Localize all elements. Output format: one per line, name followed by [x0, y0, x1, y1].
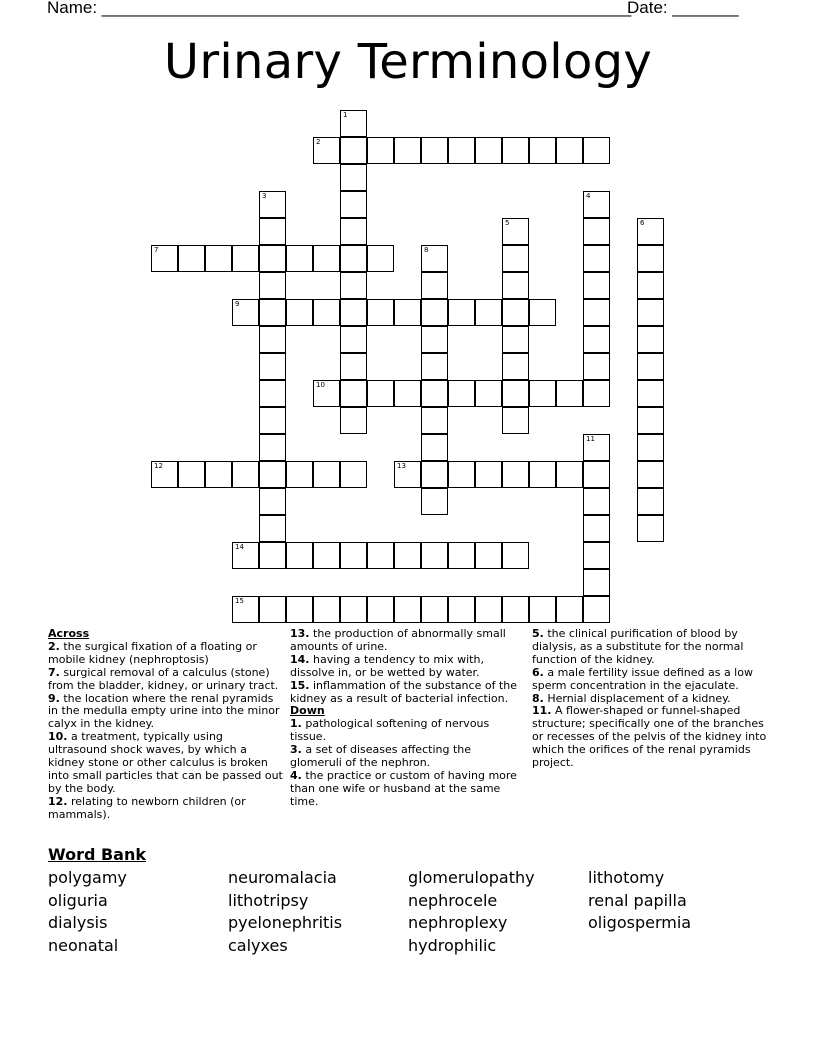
- crossword-cell[interactable]: [259, 326, 286, 353]
- crossword-cell[interactable]: [475, 299, 502, 326]
- crossword-cell[interactable]: [583, 218, 610, 245]
- crossword-cell[interactable]: [286, 245, 313, 272]
- crossword-cell[interactable]: [637, 434, 664, 461]
- clue-number: 5: [505, 219, 510, 227]
- crossword-cell[interactable]: [340, 596, 367, 623]
- clue-across-10: 10. a treatment, typically using ultrasound shock waves, by which a kidney stone or other calculus is broken into small particles that can be passed out by the body.: [48, 730, 283, 795]
- clue-across-12: 12. relating to newborn children (or mammals).: [48, 794, 246, 821]
- crossword-cell[interactable]: [259, 272, 286, 299]
- word-bank-item: oligospermia: [588, 913, 692, 932]
- crossword-cell[interactable]: [178, 461, 205, 488]
- clue-number: 8: [424, 246, 429, 254]
- crossword-cell[interactable]: [421, 137, 448, 164]
- word-bank-item: pyelonephritis: [228, 913, 343, 932]
- crossword-cell[interactable]: [502, 353, 529, 380]
- crossword-cell[interactable]: [340, 110, 367, 137]
- crossword-cell[interactable]: [421, 299, 448, 326]
- name-field-line: Name: ________________________________________________________: [47, 0, 632, 17]
- crossword-cell[interactable]: [583, 461, 610, 488]
- crossword-cell[interactable]: [232, 596, 259, 623]
- crossword-cell[interactable]: [502, 407, 529, 434]
- page-title: Urinary Terminology: [163, 34, 653, 90]
- crossword-cell[interactable]: [421, 353, 448, 380]
- crossword-cell[interactable]: [502, 137, 529, 164]
- crossword-cell[interactable]: [421, 272, 448, 299]
- crossword-cell[interactable]: [583, 380, 610, 407]
- crossword-cell[interactable]: [313, 299, 340, 326]
- crossword-cell[interactable]: [583, 272, 610, 299]
- clue-number: 13: [397, 462, 406, 470]
- crossword-cell[interactable]: [583, 299, 610, 326]
- clue-across-7: 7. surgical removal of a calculus (stone) from the bladder, kidney, or urinary tract.: [48, 665, 279, 692]
- crossword-cell[interactable]: [259, 380, 286, 407]
- crossword-cell[interactable]: [529, 299, 556, 326]
- clue-number: 3: [262, 192, 267, 200]
- down-heading: Down: [290, 704, 325, 718]
- crossword-cell[interactable]: [502, 380, 529, 407]
- crossword-cell[interactable]: [340, 245, 367, 272]
- crossword-cell[interactable]: [421, 245, 448, 272]
- crossword-cell[interactable]: [556, 380, 583, 407]
- crossword-cell[interactable]: [448, 137, 475, 164]
- word-bank-item: renal papilla: [588, 891, 687, 910]
- crossword-cell[interactable]: [259, 299, 286, 326]
- crossword-cell[interactable]: [340, 542, 367, 569]
- crossword-cell[interactable]: [583, 596, 610, 623]
- crossword-cell[interactable]: [394, 542, 421, 569]
- crossword-cell[interactable]: [340, 191, 367, 218]
- crossword-cell[interactable]: [340, 218, 367, 245]
- crossword-cell[interactable]: [232, 461, 259, 488]
- crossword-cell[interactable]: [367, 245, 394, 272]
- crossword-cell[interactable]: [394, 596, 421, 623]
- crossword-cell[interactable]: [259, 218, 286, 245]
- clue-number: 7: [154, 246, 159, 254]
- clue-down-3: 3. a set of diseases affecting the glomeruli of the nephron.: [290, 743, 471, 770]
- crossword-cell[interactable]: [394, 299, 421, 326]
- crossword-cell[interactable]: [259, 542, 286, 569]
- crossword-cell[interactable]: [448, 380, 475, 407]
- crossword-cell[interactable]: [259, 407, 286, 434]
- crossword-cell[interactable]: [421, 542, 448, 569]
- crossword-cell[interactable]: [637, 461, 664, 488]
- word-bank-item: hydrophilic: [408, 936, 497, 955]
- crossword-cell[interactable]: [259, 245, 286, 272]
- crossword-cell[interactable]: [583, 488, 610, 515]
- crossword-cell[interactable]: [637, 380, 664, 407]
- crossword-cell[interactable]: [340, 299, 367, 326]
- crossword-cell[interactable]: [340, 137, 367, 164]
- crossword-cell[interactable]: [286, 596, 313, 623]
- crossword-cell[interactable]: [448, 596, 475, 623]
- crossword-cell[interactable]: [232, 542, 259, 569]
- word-bank-item: dialysis: [48, 913, 108, 932]
- word-bank-item: nephrocele: [408, 891, 498, 910]
- word-bank-item: oliguria: [48, 891, 108, 910]
- clue-across-14: 14. having a tendency to mix with, dissolve in, or be wetted by water.: [290, 652, 484, 679]
- crossword-cell[interactable]: [475, 380, 502, 407]
- crossword-cell[interactable]: [529, 380, 556, 407]
- crossword-cell[interactable]: [259, 596, 286, 623]
- clue-across-13: 13. the production of abnormally small amounts of urine.: [290, 627, 506, 653]
- crossword-cell[interactable]: [367, 299, 394, 326]
- crossword-cell[interactable]: [286, 461, 313, 488]
- crossword-cell[interactable]: [313, 461, 340, 488]
- crossword-cell[interactable]: [259, 488, 286, 515]
- crossword-cell[interactable]: [394, 461, 421, 488]
- crossword-cell[interactable]: [637, 299, 664, 326]
- word-bank-item: glomerulopathy: [408, 868, 535, 887]
- crossword-cell[interactable]: [529, 596, 556, 623]
- clue-number: 10: [316, 381, 325, 389]
- crossword-cell[interactable]: [178, 245, 205, 272]
- across-heading: Across: [48, 627, 90, 640]
- crossword-cell[interactable]: [556, 596, 583, 623]
- crossword-cell[interactable]: [367, 137, 394, 164]
- crossword-cell[interactable]: [529, 137, 556, 164]
- crossword-cell[interactable]: [637, 407, 664, 434]
- crossword-cell[interactable]: [259, 461, 286, 488]
- crossword-cell[interactable]: [448, 542, 475, 569]
- clue-number: 4: [586, 192, 591, 200]
- crossword-cell[interactable]: [205, 245, 232, 272]
- word-bank-item: lithotomy: [588, 868, 665, 887]
- clue-down-6: 6. a male fertility issue defined as a low sperm concentration in the ejaculate.: [532, 665, 753, 692]
- crossword-cell[interactable]: [583, 137, 610, 164]
- crossword-cell[interactable]: [340, 164, 367, 191]
- crossword-cell[interactable]: [637, 488, 664, 515]
- crossword-cell[interactable]: [475, 137, 502, 164]
- crossword-cell[interactable]: [394, 380, 421, 407]
- crossword-cell[interactable]: [637, 326, 664, 353]
- clue-number: 15: [235, 597, 244, 605]
- crossword-cell[interactable]: [367, 596, 394, 623]
- crossword-cell[interactable]: [475, 461, 502, 488]
- crossword-cell[interactable]: [637, 353, 664, 380]
- crossword-cell[interactable]: [583, 245, 610, 272]
- crossword-cell[interactable]: [259, 191, 286, 218]
- crossword-cell[interactable]: [151, 245, 178, 272]
- clue-column-2: [290, 628, 525, 809]
- crossword-cell[interactable]: [583, 515, 610, 542]
- crossword-cell[interactable]: [556, 137, 583, 164]
- crossword-cell[interactable]: [421, 326, 448, 353]
- clue-down-4: 4. the practice or custom of having more than one wife or husband at the same time.: [290, 768, 517, 808]
- crossword-cell[interactable]: [394, 137, 421, 164]
- crossword-cell[interactable]: [151, 461, 178, 488]
- word-bank-item: lithotripsy: [228, 891, 309, 910]
- word-bank-item: neuromalacia: [228, 868, 337, 887]
- crossword-cell[interactable]: [502, 218, 529, 245]
- clue-down-11: 11. A flower-shaped or funnel-shaped structure; specifically one of the branches or recesses of the pelvis of the kidney into which the orifices of the renal pyramids project.: [532, 704, 767, 770]
- crossword-cell[interactable]: [502, 326, 529, 353]
- crossword-cell[interactable]: [286, 299, 313, 326]
- crossword-cell[interactable]: [502, 245, 529, 272]
- clue-across-9: 9. the location where the renal pyramids in the medulla empty urine into the minor calyx in the kidney.: [48, 691, 280, 731]
- crossword-cell[interactable]: [502, 299, 529, 326]
- word-bank-item: nephroplexy: [408, 913, 508, 932]
- crossword-cell[interactable]: [259, 434, 286, 461]
- clue-number: 11: [586, 435, 595, 443]
- crossword-cell[interactable]: [340, 272, 367, 299]
- clue-number: 1: [343, 111, 348, 119]
- crossword-cell[interactable]: [340, 353, 367, 380]
- crossword-cell[interactable]: [529, 461, 556, 488]
- clue-column-3: [532, 628, 767, 770]
- crossword-cell[interactable]: [448, 461, 475, 488]
- crossword-cell[interactable]: [259, 515, 286, 542]
- clue-number: 12: [154, 462, 163, 470]
- crossword-cell[interactable]: [637, 245, 664, 272]
- crossword-cell[interactable]: [340, 461, 367, 488]
- crossword-cell[interactable]: [502, 272, 529, 299]
- clue-across-2: 2. the surgical fixation of a floating or mobile kidney (nephroptosis): [48, 639, 257, 666]
- crossword-cell[interactable]: [637, 272, 664, 299]
- clue-number: 14: [235, 543, 244, 551]
- crossword-cell[interactable]: [232, 245, 259, 272]
- crossword-cell[interactable]: [421, 380, 448, 407]
- crossword-cell[interactable]: [583, 542, 610, 569]
- crossword-cell[interactable]: [259, 353, 286, 380]
- crossword-cell[interactable]: [421, 488, 448, 515]
- clue-number: 9: [235, 300, 240, 308]
- crossword-cell[interactable]: [367, 542, 394, 569]
- crossword-cell[interactable]: [448, 299, 475, 326]
- crossword-cell[interactable]: [421, 596, 448, 623]
- crossword-cell[interactable]: [421, 434, 448, 461]
- clue-across-15: 15. inflammation of the substance of the kidney as a result of bacterial infection.: [290, 678, 517, 705]
- crossword-cell[interactable]: [637, 515, 664, 542]
- word-bank-title: Word Bank: [48, 845, 147, 864]
- crossword-cell[interactable]: [313, 137, 340, 164]
- crossword-cell[interactable]: [583, 353, 610, 380]
- word-bank-item: polygamy: [48, 868, 127, 887]
- crossword-cell[interactable]: [340, 380, 367, 407]
- crossword-cell[interactable]: [583, 434, 610, 461]
- crossword-cell[interactable]: [421, 461, 448, 488]
- crossword-cell[interactable]: [502, 542, 529, 569]
- crossword-cell[interactable]: [367, 380, 394, 407]
- crossword-cell[interactable]: [502, 596, 529, 623]
- crossword-cell[interactable]: [340, 407, 367, 434]
- clue-down-1: 1. pathological softening of nervous tissue.: [290, 717, 490, 744]
- crossword-cell[interactable]: [313, 380, 340, 407]
- crossword-cell[interactable]: [502, 461, 529, 488]
- crossword-cell[interactable]: [556, 461, 583, 488]
- crossword-cell[interactable]: [205, 461, 232, 488]
- crossword-cell[interactable]: [286, 542, 313, 569]
- word-bank-item: calyxes: [228, 936, 288, 955]
- crossword-cell[interactable]: [232, 299, 259, 326]
- crossword-cell[interactable]: [313, 542, 340, 569]
- clue-number: 2: [316, 138, 321, 146]
- clue-column-1: [48, 628, 283, 822]
- clue-down-5: 5. the clinical purification of blood by dialysis, as a substitute for the normal function of the kidney.: [532, 627, 744, 666]
- word-bank-item: neonatal: [48, 936, 119, 955]
- crossword-cell[interactable]: [421, 407, 448, 434]
- crossword-cell[interactable]: [583, 569, 610, 596]
- crossword-cell[interactable]: [313, 596, 340, 623]
- clue-number: 6: [640, 219, 645, 227]
- crossword-cell[interactable]: [583, 326, 610, 353]
- crossword-cell[interactable]: [475, 596, 502, 623]
- crossword-cell[interactable]: [583, 191, 610, 218]
- crossword-cell[interactable]: [313, 245, 340, 272]
- clue-down-8: 8. Hernial displacement of a kidney.: [532, 691, 731, 705]
- crossword-cell[interactable]: [475, 542, 502, 569]
- crossword-cell[interactable]: [637, 218, 664, 245]
- crossword-cell[interactable]: [340, 326, 367, 353]
- date-field-line: Date: _______: [627, 0, 739, 17]
